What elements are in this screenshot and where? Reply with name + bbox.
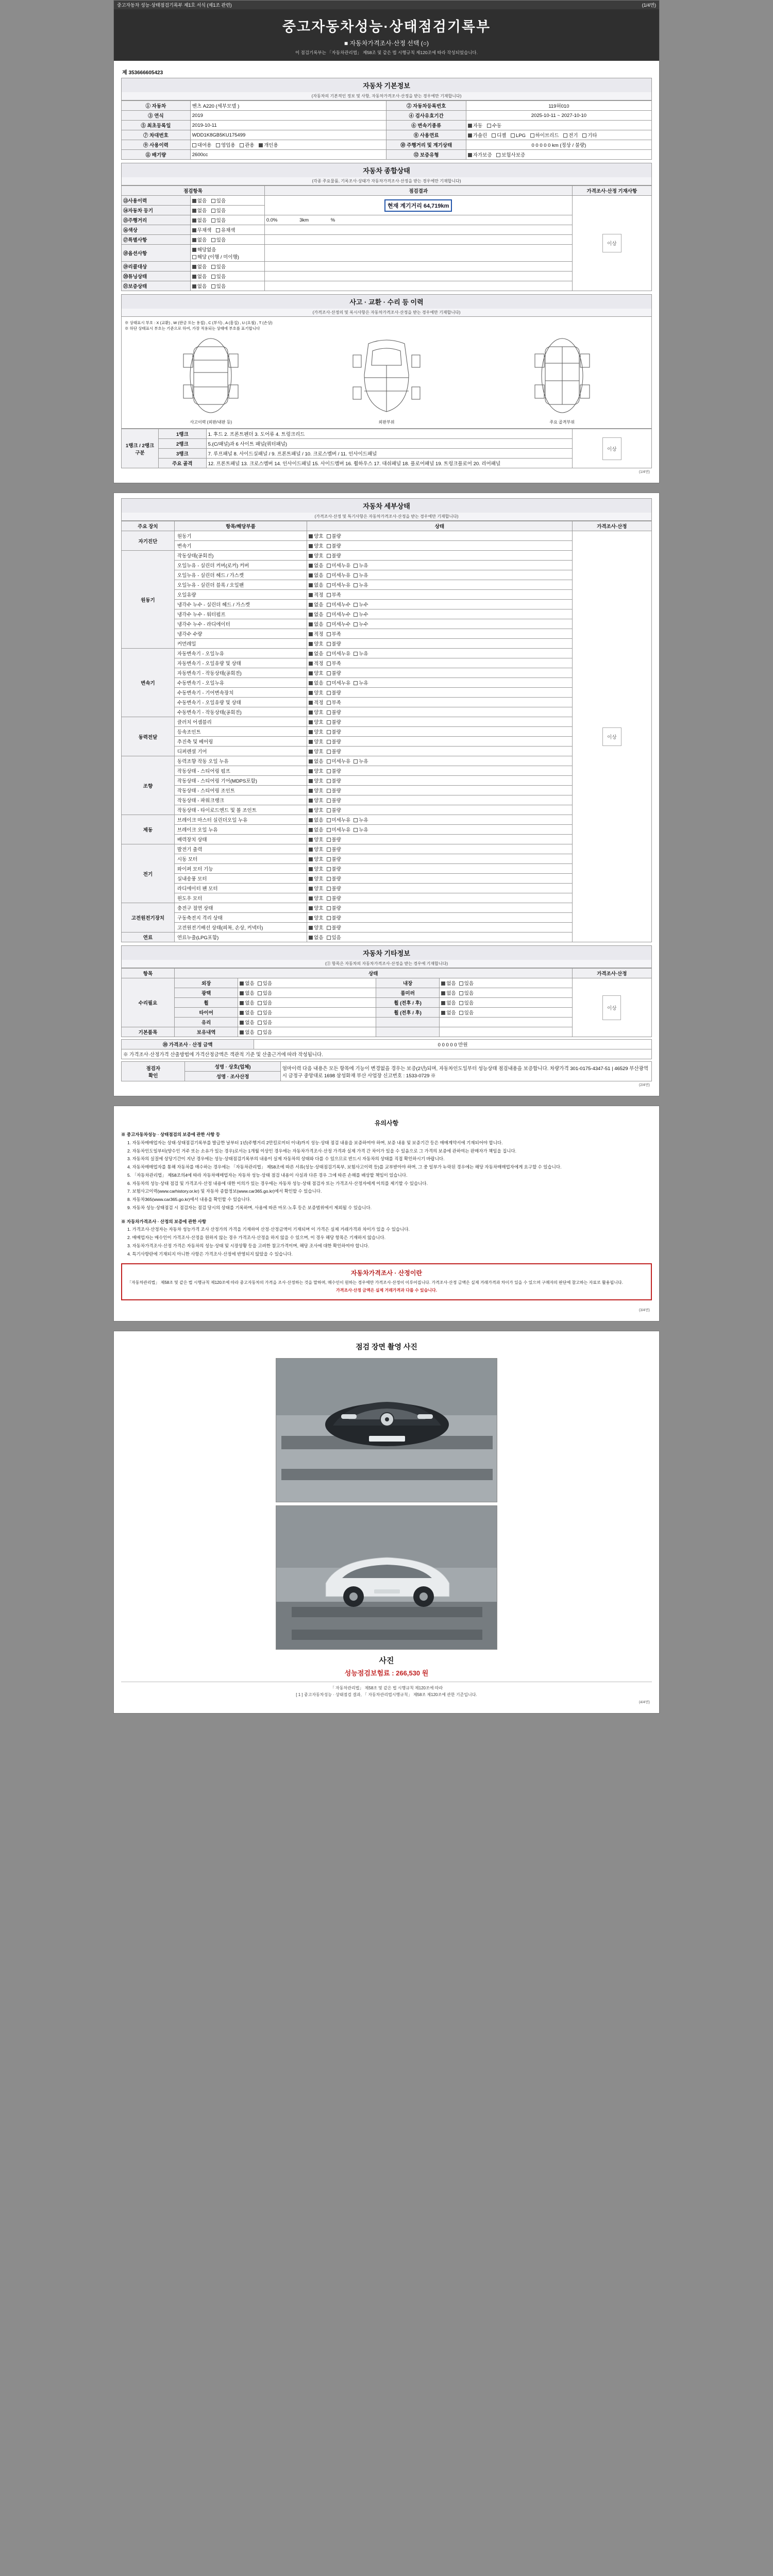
panel-rank-v-1: 5.(C/패널)과 6 사이트 패널(쿼터패널): [206, 439, 572, 449]
panel-rank-k-0: 1랭크: [159, 429, 207, 439]
detail-item-options[interactable]: 양호 불량: [307, 874, 573, 884]
basic-info-sub: (자동차의 기본적인 정보 및 사항, 자동차가격조사·산정을 받는 경우에만 기재합니다): [121, 92, 652, 100]
footnote: [121, 1682, 652, 1699]
notice-price-item-3: 4. 특기사항란에 기재되지 아니한 사항은 가격조사·산정에 반영되지 않았을 수 있습니다.: [127, 1251, 293, 1257]
page-4: [113, 1331, 660, 1714]
cond-detail-6: [264, 262, 572, 272]
price-value: 0 0 0 0 0 만원: [254, 1040, 652, 1049]
detail-item-label: 오일누유 - 실린더 블록 / 오일팬: [174, 580, 307, 590]
fee-value: 266,530 원: [396, 1669, 429, 1677]
detail-item-label: 연료누출(LPG포함): [174, 933, 307, 942]
detail-item-options[interactable]: 적정 부족: [307, 698, 573, 707]
detail-title: 자동차 세부상태: [121, 498, 652, 513]
odometer-value: 0 0 0 0 0 km (정상 / 불량): [466, 140, 651, 150]
detail-item-label: 작동상태 - 타이로드엔드 및 볼 조인트: [174, 805, 307, 815]
detail-item-options[interactable]: 양호 불량: [307, 766, 573, 776]
detail-item-label: 등속조인트: [174, 727, 307, 737]
other-item-options-2[interactable]: 없음 있음: [440, 988, 572, 998]
fee-row: [121, 1668, 652, 1677]
photo-1-svg: [276, 1359, 497, 1502]
cond-label-4: ⑰특별사항: [122, 235, 191, 245]
detail-item-label: 배력장치 상태: [174, 835, 307, 844]
panel-rank-title: 1랭크 / 2랭크 구분: [122, 429, 159, 468]
car-diagram-left: [125, 333, 297, 425]
topbar: [114, 1, 659, 9]
detail-item-options[interactable]: 양호 불량: [307, 668, 573, 678]
detail-group-label: 연료: [122, 933, 175, 942]
table-row: [122, 1062, 652, 1072]
page-3-foot: (3/4면): [638, 1309, 650, 1313]
basic-label-9: ⑨ 사용이력: [122, 140, 191, 150]
detail-item-label: 발전기 출력: [174, 844, 307, 854]
table-header-row: [122, 969, 652, 978]
detail-item-label: 작동상태 - 스티어링 기어(MDPS포함): [174, 776, 307, 786]
cond-opts-4[interactable]: 없음 있음: [190, 235, 264, 245]
other-item-label-2: 룸미러: [376, 988, 439, 998]
detail-item-options[interactable]: 양호 불량: [307, 903, 573, 913]
cond-opts-0[interactable]: 없음 있음: [190, 196, 264, 206]
photo-2-svg: [276, 1506, 497, 1650]
detail-item-label: 원동기: [174, 531, 307, 541]
detail-item-label: 자동변속기 - 오일유량 및 상태: [174, 658, 307, 668]
other-item-options[interactable]: 없음 있음: [238, 978, 376, 988]
basic-label-3: ③ 연식: [122, 111, 191, 121]
basic-info-title: 자동차 기본정보: [121, 78, 652, 92]
inspection-photo-1: [276, 1358, 497, 1502]
accident-diagram: [121, 317, 652, 429]
table-row: [122, 978, 652, 988]
basic-value-5: 2019-10-11: [190, 121, 386, 130]
table-header-row: [122, 186, 652, 196]
detail-item-label: 동력조향 작동 오일 누유: [174, 756, 307, 766]
detail-item-label: 수동변속기 - 작동상태(공회전): [174, 707, 307, 717]
condition-col-0: 점검항목: [122, 186, 265, 196]
other-item-options[interactable]: 없음 있음: [238, 1008, 376, 1018]
detail-item-options[interactable]: 양호 불량: [307, 727, 573, 737]
basic-label-5: ⑤ 최초등록일: [122, 121, 191, 130]
inspector-row-0-k: 성명 · 상호(업체): [185, 1062, 280, 1072]
detail-item-options[interactable]: 양호 불량: [307, 864, 573, 874]
cond-detail-4: [264, 235, 572, 245]
detail-item-label: 자동변속기 - 작동상태(공회전): [174, 668, 307, 678]
other-head-0: 항목: [122, 969, 175, 978]
detail-group-label: 자기진단: [122, 531, 175, 551]
panel-rank-v-2: 7. 루프패널 8. 사이드실패널 / 9. 프론트패널 / 10. 크로스멤버 / 11. 인사이드패널: [206, 449, 572, 459]
detail-item-label: 클러치 어셈블리: [174, 717, 307, 727]
detail-item-options[interactable]: 양호 불량: [307, 551, 573, 561]
panel-rank-k-2: 3랭크: [159, 449, 207, 459]
other-head-3: 가격조사·산정: [572, 969, 651, 978]
detail-item-label: 자동변속기 - 오일누유: [174, 649, 307, 658]
panel-rank-k-1: 2랭크: [159, 439, 207, 449]
table-row: [122, 140, 652, 150]
other-item-label: 휠: [174, 998, 238, 1008]
notice-price-item-0: 1. 가격조사·산정자는 자동차 성능가격 조사 산정가의 가격을 기재하여 산정·산정금액이 기재되며 이 가격은 실제 거래가격과 차이가 있을 수 있습니다.: [127, 1227, 410, 1232]
basic-label-7: ⑦ 차대번호: [122, 130, 191, 140]
table-row: [122, 196, 652, 206]
table-row: [122, 121, 652, 130]
detail-item-label: 작동상태 - 스티어링 펌프: [174, 766, 307, 776]
current-distance: 현재 계기거리 64,719km: [384, 199, 452, 212]
cond-opts-6[interactable]: 없음 있음: [190, 262, 264, 272]
detail-group-label: 원동기: [122, 551, 175, 649]
cond-label-2: ⑮주행거리: [122, 215, 191, 225]
other-item-label-2: 휠 (전후 / 후): [376, 998, 439, 1008]
warranty-options[interactable]: 자가보증 보험사보증: [466, 150, 651, 160]
notice-price-item-1: 2. 매매업자는 매수인이 가격조사·산정을 원하지 않는 경우 가격조사·산정을 하지 않을 수 있으며, 이 경우 해당 항목은 기재하지 않습니다.: [127, 1235, 386, 1240]
detail-item-options[interactable]: 양호 불량: [307, 893, 573, 903]
cond-label-5: ⑱옵션사항: [122, 245, 191, 262]
document-header: [114, 9, 659, 61]
cond-label-0: ⑬사용이력: [122, 196, 191, 206]
accident-line-0: ※ 상태표시 부호 : X (교환) , W (판금 또는 용접) , C (부식) , A (흠집) , U (요철) , T (손상): [125, 320, 273, 325]
basic-value-3: 2019: [190, 111, 386, 121]
condition-title: 자동차 종합상태: [121, 163, 652, 177]
notice-price-item-2: 3. 자동차가격조사·산정 가격은 자동차의 성능·상태 및 시장상황 등을 고려한 참고가격이며, 해당 조사에 대한 확인하여야 합니다.: [127, 1243, 369, 1248]
detail-item-options[interactable]: 양호 불량: [307, 805, 573, 815]
price-note: ※ 가격조사·산정가격 산출방법에 가격산정금액은 객관적 기준 및 산출근거에 따라 작성됩니다.: [122, 1049, 652, 1059]
other-item-options[interactable]: 없음 있음: [238, 1018, 376, 1027]
detail-group-label: 전기: [122, 844, 175, 903]
detail-item-label: 수동변속기 - 기어변속장치: [174, 688, 307, 698]
inspector-block-label: 점검자 확인: [122, 1062, 185, 1081]
page-4-foot: (4/4면): [638, 1700, 650, 1704]
inspector-table: [121, 1061, 652, 1081]
redbox-text: 「자동차관리법」 제58조 및 같은 법 시행규칙 제120조에 따라 중고자동차의 가격을 조사·산정하는 것을 말하며, 매수인이 원하는 경우에만 가격조사·산정이 이루어집니다. 가격조사·산정 금액은 실제 거래가격과 차이가 있을 수 있으며 구매자의 판단에 참고하는 자료로 활용됩니다.: [127, 1280, 623, 1285]
detail-item-options[interactable]: 없음 미세누유 누유: [307, 649, 573, 658]
notice-title: 유의사항: [374, 1120, 399, 1127]
detail-group-label: 변속기: [122, 649, 175, 717]
other-item-options-2[interactable]: [440, 1027, 572, 1037]
inspection-photo-2: [276, 1505, 497, 1650]
detail-head-3: 가격조사·산정: [572, 521, 651, 531]
other-item-label: 타이어: [174, 1008, 238, 1018]
table-header-row: [122, 521, 652, 531]
panel-rank-stamp: 이상: [572, 429, 651, 468]
cond-detail-8: [264, 281, 572, 291]
detail-item-options[interactable]: 적정 부족: [307, 590, 573, 600]
table-row: [122, 101, 652, 111]
notice-item-1: 2. 자동차인도일부터(양수인 거주 또는 소유가 있는 경우)로서는 1개월 이상인 경우에는 자동차가격조사·산정 가격과 실제 가격 간 차이가 있을 수 있음으로 그 가격의 보증에 관하여는 판매자가 책임을 집니다.: [127, 1148, 517, 1154]
detail-item-label: 냉각수 수량: [174, 629, 307, 639]
other-item-label-2: 내장: [376, 978, 439, 988]
page-2: [113, 493, 660, 1096]
footnote-1: 「 자동차관리법」 제58조 및 같은 법 시행규칙 제120조에 따라: [330, 1686, 443, 1691]
other-item-options[interactable]: 없음 있음: [238, 1027, 376, 1037]
car-top-svg: [338, 333, 435, 418]
notice-h2: ※ 자동차가격조사 · 산정의 보증에 관한 사항: [121, 1218, 207, 1224]
cond-opts-2[interactable]: 없음 있음: [190, 215, 264, 225]
other-item-options-2[interactable]: [440, 1018, 572, 1027]
detail-item-options[interactable]: 양호 불량: [307, 923, 573, 933]
detail-item-options[interactable]: 양호 불량: [307, 531, 573, 541]
cond-opts-1[interactable]: 없음 있음: [190, 206, 264, 215]
other-item-label-2: [376, 1027, 439, 1037]
table-row: [122, 1040, 652, 1049]
basic-label-11: ⑪ 배기량: [122, 150, 191, 160]
table-row: [122, 130, 652, 140]
detail-item-label: 냉각수 누수 - 실린더 헤드 / 가스켓: [174, 600, 307, 609]
other-item-options-2[interactable]: 없음 있음: [440, 978, 572, 988]
cond-distance-cell: [264, 196, 572, 215]
notice-item-3: 4. 자동차매매업자를 통해 자동차를 매수하는 경우에는 「자동차관리법」 제58조에 따른 서류(성능·상태점검기록부, 보험사고이력 등)를 교부받아야 하며, 그 중 일부가 누락된 경우에는 해당 자동차매매업자에게 요구할 수 있습니다.: [127, 1164, 562, 1170]
detail-item-options[interactable]: 양호 불량: [307, 913, 573, 923]
detail-item-label: 오일누유 - 실린더 헤드 / 가스켓: [174, 570, 307, 580]
detail-item-options[interactable]: 없음 미세누유 누유: [307, 756, 573, 766]
price-definition-box: [121, 1263, 652, 1300]
notice-h1: ※ 중고자동차성능 · 상태점검의 보증에 관한 사항 등: [121, 1132, 221, 1137]
detail-item-options[interactable]: 양호 불량: [307, 717, 573, 727]
stamp-ok: 이상: [602, 234, 621, 252]
detail-group-label: 제동: [122, 815, 175, 844]
cond-label-8: ㉑보증상태: [122, 281, 191, 291]
document-number: 제 353666605423: [122, 70, 163, 76]
detail-item-label: 작동상태(공회전): [174, 551, 307, 561]
car-cap-1: 외판부위: [378, 420, 395, 425]
detail-item-options[interactable]: 없음 미세누유 누유: [307, 570, 573, 580]
detail-item-label: 작동상태 - 파워크랭크: [174, 795, 307, 805]
cond-label-1: ⑭자동차 등기: [122, 206, 191, 215]
detail-item-options[interactable]: 양호 불량: [307, 884, 573, 893]
cond-distance-sub: 0.0% 3km %: [264, 215, 572, 225]
page-3: [113, 1106, 660, 1321]
inspector-text: 엄마이력 다음 내용은 모든 항목에 기능이 변경없을 경우는 보증(2년)되며, 자동차인도일부터 성능상태 점검내용을 보증합니다. 차량가격 301-0175-4347-51 | 46529 부산광역시 금정구 중앙대로 1698 삼성화재 부산 사업장 신고번호 : 1533-0729 ※: [280, 1062, 651, 1081]
detail-item-options[interactable]: 양호 불량: [307, 688, 573, 698]
detail-price-note: 이상: [572, 531, 651, 942]
other-item-label: 외장: [174, 978, 238, 988]
detail-sub: (가격조사·산정 및 특기사항은 자동차가격조사·산정을 받는 경우에만 기재합니다): [121, 513, 652, 521]
detail-item-label: 냉각수 누수 - 워터펌프: [174, 609, 307, 619]
detail-item-options[interactable]: 없음 미세누유 누유: [307, 678, 573, 688]
other-item-options[interactable]: 없음 있음: [238, 988, 376, 998]
cond-label-6: ⑲리콜대상: [122, 262, 191, 272]
notice-item-8: 9. 자동차 성능·상태점검 시 점검자는 점검 당시의 상태를 기록하며, 사용에 따른 마모·노후 등은 보증범위에서 제외될 수 있습니다.: [127, 1205, 372, 1210]
table-row: [122, 111, 652, 121]
page-1-foot: (1/4면): [638, 470, 650, 474]
detail-item-label: 냉각수 누수 - 라디에이터: [174, 619, 307, 629]
panel-rank-v-3: 12. 프론트패널 13. 크로스멤버 14. 인사이드패널 15. 사이드멤버 16. 휠하우스 17. 대쉬패널 18. 플로어패널 19. 트렁크플로어 20. 리어패널: [206, 459, 572, 468]
panel-rank-v-0: 1. 후드 2. 프론트펜더 3. 도어류 4. 트렁크리드: [206, 429, 572, 439]
detail-item-options[interactable]: 양호 불량: [307, 795, 573, 805]
page-2-foot: (2/4면): [638, 1083, 650, 1087]
table-row: [122, 1049, 652, 1059]
detail-item-label: 변속기: [174, 541, 307, 551]
redbox-bold: 가격조사·산정 금액은 실제 거래가격과 다를 수 있습니다.: [336, 1288, 437, 1293]
photos-title: 점검 장면 촬영 사진: [356, 1343, 417, 1351]
other-item-options-2[interactable]: 없음 있음: [440, 1008, 572, 1018]
redbox-title: 자동차가격조사 · 산정이란: [127, 1268, 646, 1277]
detail-item-options[interactable]: 양호 불량: [307, 747, 573, 756]
cond-opts-5[interactable]: 해당없음 해당 (이행 / 미이행): [190, 245, 264, 262]
car-diagram-mid: [300, 333, 473, 425]
other-item-options[interactable]: 없음 있음: [238, 998, 376, 1008]
use-options[interactable]: 대여용 영업용 관용 개인용: [190, 140, 386, 150]
accident-line-1: ※ 하단 상태표시 부호는 기준으로 하여, 가장 적용되는 상태에 부호를 표기합니다: [125, 326, 260, 331]
cond-opts-3[interactable]: 무채색 유채색: [190, 225, 264, 235]
basic-value-4: 2025-10-11 ~ 2027-10-10: [466, 111, 651, 121]
detail-item-options[interactable]: 없음 미세누유 누유: [307, 580, 573, 590]
notice-item-2: 3. 자동차의 실질에 상당기간이 지난 경우에는 성능·상태점검기록부의 내용이 실제 자동차의 상태와 다를 수 있으므로 반드시 자동차의 상태를 직접 확인하시기 바랍니다.: [127, 1156, 445, 1162]
detail-item-label: 라디에이터 팬 모터: [174, 884, 307, 893]
car-cap-2: 주요 골격부위: [549, 420, 575, 425]
detail-item-options[interactable]: 없음 미세누수 누수: [307, 600, 573, 609]
detail-item-label: 디퍼렌셜 기어: [174, 747, 307, 756]
cond-detail-5: [264, 245, 572, 262]
other-group-label: 기본품목: [122, 1027, 175, 1037]
other-info-table: [121, 968, 652, 1037]
other-item-label-2: [376, 1018, 439, 1027]
detail-item-label: 수동변속기 - 오일누유: [174, 678, 307, 688]
basic-label-6: ⑥ 변속기종류: [386, 121, 466, 130]
condition-sub: (각종 주요물품, 기록조사·상태가 자동차가격조사·산정을 받는 경우에만 기재합니다): [121, 177, 652, 185]
detail-item-options[interactable]: 양호 불량: [307, 776, 573, 786]
detail-item-options[interactable]: 없음 미세누유 누유: [307, 825, 573, 835]
detail-item-label: 시동 모터: [174, 854, 307, 864]
other-sub: (③ 항목은 자동차의 자동차가격조사·산정을 받는 경우에 기재합니다): [121, 960, 652, 968]
displacement-value: 2600cc: [190, 150, 386, 160]
other-item-label: 광택: [174, 988, 238, 998]
notice-item-0: 1. 자동차매매업자는 상태·상태점검기록부를 발급한 날부터 1년(주행거리 2만킬로미터 이내)까지 성능·상태 점검 내용을 보증하여야 하며, 보증 내용 및 보증기간 등은 매매계약서에 기재되어야 합니다.: [127, 1140, 503, 1145]
table-row: [122, 531, 652, 541]
cond-opts-7[interactable]: 없음 있음: [190, 272, 264, 281]
cond-price-note: [572, 196, 651, 291]
detail-item-label: 실내송풍 모터: [174, 874, 307, 884]
basic-label-2: ② 자동차등록번호: [386, 101, 466, 111]
detail-item-options[interactable]: 양호 불량: [307, 844, 573, 854]
detail-head-1: 항목/해당부품: [174, 521, 307, 531]
other-title: 자동차 기타정보: [121, 945, 652, 960]
price-label: ㉚ 가격조사 · 산정 금액: [122, 1040, 254, 1049]
footnote-2: [ 1 ] 중고자동차성능 · 상태점검 결과, 「 자동차관리법시행규칙」 제58조 제120조에 관한 기준입니다.: [296, 1692, 477, 1698]
detail-item-options[interactable]: 양호 불량: [307, 639, 573, 649]
detail-head-2: 상태: [307, 521, 573, 531]
panel-rank-table: [121, 429, 652, 468]
notice-item-4: 5. 「자동차관리법」 제58조의4에 따라 자동차매매업자는 자동차 성능·상태 점검 내용이 사실과 다른 경우 그에 따른 손해를 배상할 책임이 있습니다.: [127, 1172, 408, 1178]
detail-item-options[interactable]: 양호 불량: [307, 541, 573, 551]
detail-item-label: 브레이크 오일 누유: [174, 825, 307, 835]
notice-item-6: 7. 보험사고이력(www.carhistory.or.kr) 및 자동차 종합정보(www.car365.go.kr)에서 확인할 수 있습니다.: [127, 1189, 322, 1194]
basic-label-12: ⑫ 보증유형: [386, 150, 466, 160]
basic-value-2: 119허010: [466, 101, 651, 111]
page-title: 중고자동차성능·상태점검기록부: [282, 19, 491, 35]
detail-item-options[interactable]: 양호 불량: [307, 737, 573, 747]
detail-item-options[interactable]: 적정 부족: [307, 658, 573, 668]
detail-item-label: 오일유량: [174, 590, 307, 600]
basic-value-1: 벤츠 A220 (세부모델 ): [190, 101, 386, 111]
detail-item-options[interactable]: 없음 있음: [307, 933, 573, 942]
other-item-options-2[interactable]: 없음 있음: [440, 998, 572, 1008]
detail-item-label: 고전원전기배선 상태(피복, 손상, 커넥터): [174, 923, 307, 933]
detail-item-label: 구동축전지 격리 상태: [174, 913, 307, 923]
car-diagram-right: [476, 333, 648, 425]
table-row: [122, 429, 652, 439]
basic-label-4: ④ 검사유효기간: [386, 111, 466, 121]
basic-label-8: ⑧ 사용연료: [386, 130, 466, 140]
panel-rank-k-3: 주요 골격: [159, 459, 207, 468]
detail-item-label: 작동상태 - 스티어링 조인트: [174, 786, 307, 795]
header-subtitle: ■ 자동차가격조사·산정 선택 (○): [344, 40, 429, 47]
detail-item-options[interactable]: 없음 미세누수 누수: [307, 619, 573, 629]
detail-item-label: 윈도우 모터: [174, 893, 307, 903]
topbar-right: (1/4면): [642, 3, 656, 8]
fuel-options[interactable]: 가솔린 디젤 LPG 하이브리드 전기 기타: [466, 130, 651, 140]
basic-label-10: ⑩ 주행거리 및 계기상태: [386, 140, 466, 150]
other-item-label: 유리: [174, 1018, 238, 1027]
detail-group-label: 조향: [122, 756, 175, 815]
basic-label-1: ① 자동차: [122, 101, 191, 111]
detail-head-0: 주요 장치: [122, 521, 175, 531]
car-frame-svg: [513, 333, 611, 418]
detail-item-label: 커먼레일: [174, 639, 307, 649]
car-side-left-svg: [162, 333, 260, 418]
accident-sub: (가격조사·산정의 및 록시사항은 자동차가격조사·산정을 받는 경우에만 기재합니다): [121, 309, 652, 317]
cond-detail-7: [264, 272, 572, 281]
other-item-label-2: 휠 (전후 / 후): [376, 1008, 439, 1018]
cond-label-3: ⑯색상: [122, 225, 191, 235]
vin-value: WDD1K8GB5KU175499: [190, 130, 386, 140]
inspector-row-1-k: 성명 · 조사산정: [185, 1072, 280, 1081]
page-1: [113, 0, 660, 483]
accident-title: 사고 · 교환 · 수리 등 이력: [121, 294, 652, 309]
transmission-options[interactable]: 자동 수동: [466, 121, 651, 130]
condition-col-2: 점검결과: [264, 186, 572, 196]
detail-item-label: 추진축 및 베어링: [174, 737, 307, 747]
detail-item-label: 브레이크 마스터 실린더오일 누유: [174, 815, 307, 825]
cond-detail-3: [264, 225, 572, 235]
other-group-label: 수리필요: [122, 978, 175, 1027]
car-cap-0: 사고이력 (외판/내판 등): [190, 420, 232, 425]
notice-item-5: 6. 자동차의 성능·상태 점검 및 가격조사·산정 내용에 대한 이의가 있는 경우에는 자동차 성능·상태 점검자 또는 가격조사·산정자에게 이의를 제기할 수 있습니다.: [127, 1180, 428, 1186]
detail-item-options[interactable]: 양호 불량: [307, 835, 573, 844]
signature-title: 사진: [379, 1656, 394, 1666]
detail-item-options[interactable]: 양호 불량: [307, 854, 573, 864]
other-price-note: 이상: [572, 978, 651, 1037]
detail-item-options[interactable]: 양호 불량: [307, 786, 573, 795]
other-item-label: 보유내역: [174, 1027, 238, 1037]
condition-col-3: 가격조사·산정 기재사항: [572, 186, 651, 196]
detail-item-options[interactable]: 없음 미세누유 누유: [307, 815, 573, 825]
price-table: [121, 1039, 652, 1059]
condition-table: [121, 185, 652, 291]
detail-item-label: 충전구 절연 상태: [174, 903, 307, 913]
cond-label-7: ⑳튜닝상태: [122, 272, 191, 281]
detail-group-label: 고전원전기장치: [122, 903, 175, 933]
cond-opts-8[interactable]: 없음 있음: [190, 281, 264, 291]
detail-item-label: 수동변속기 - 오일유량 및 상태: [174, 698, 307, 707]
fee-label: 성능점검보험료 :: [344, 1669, 394, 1677]
detail-item-options[interactable]: 적정 부족: [307, 629, 573, 639]
header-note: 이 점검기록부는 「자동차관리법」 제58조 및 같은 법 시행규칙 제120조에 따라 작성되었습니다.: [295, 50, 478, 55]
detail-group-label: 동력전달: [122, 717, 175, 756]
notice-item-7: 8. 자동차365(www.car365.go.kr)에서 내용을 확인할 수 있습니다.: [127, 1197, 251, 1202]
topbar-left: 중고자동차 성능·상태점검기록부 제1호 서식 (제1조 관련): [117, 3, 232, 8]
other-head-1: 상태: [174, 969, 572, 978]
table-row: [122, 150, 652, 160]
basic-info-table: [121, 100, 652, 160]
detail-item-options[interactable]: 없음 미세누유 누유: [307, 561, 573, 570]
detail-state-table: [121, 521, 652, 942]
detail-item-label: 와이퍼 모터 기능: [174, 864, 307, 874]
detail-item-label: 오일누유 - 실린더 커버(로커) 커버: [174, 561, 307, 570]
detail-item-options[interactable]: 양호 불량: [307, 707, 573, 717]
detail-item-options[interactable]: 없음 미세누수 누수: [307, 609, 573, 619]
